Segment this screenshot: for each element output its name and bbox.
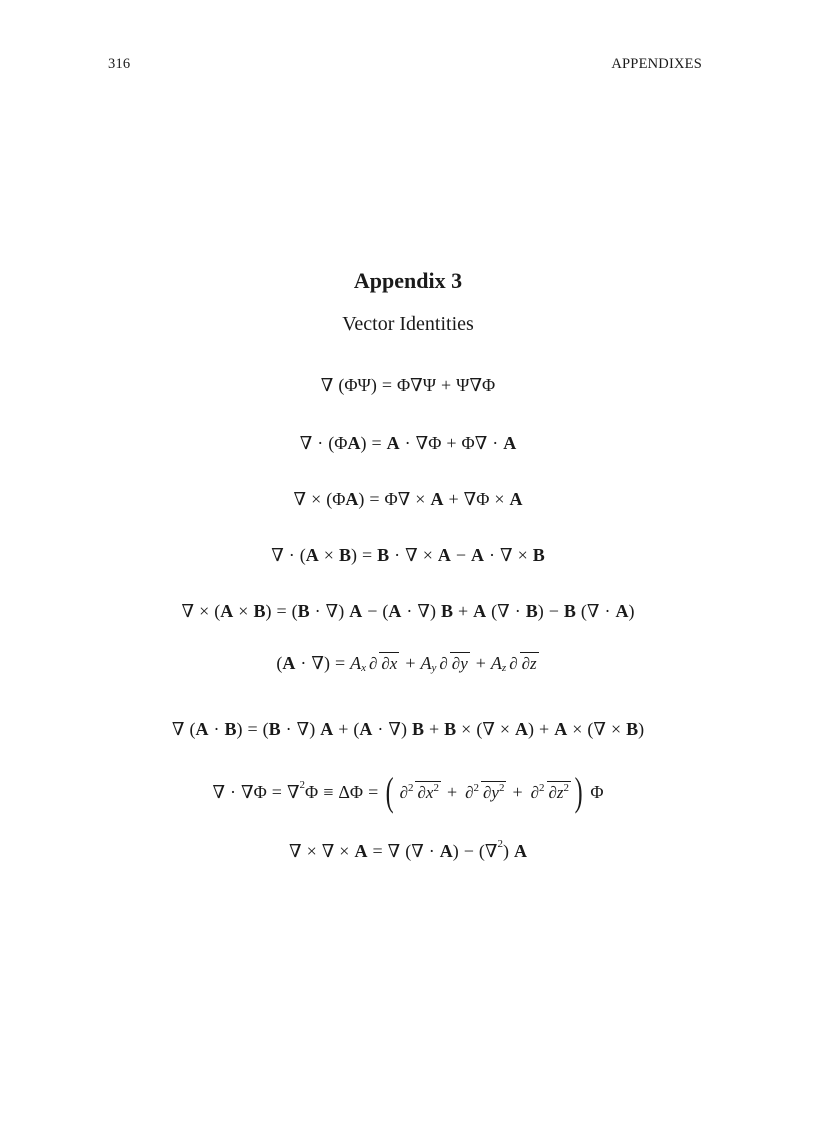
math-symbol: ∇ <box>288 841 302 861</box>
math-symbol: A <box>320 719 334 739</box>
math-symbol: ∇ <box>212 782 226 802</box>
math-symbol: ∂ <box>521 654 530 673</box>
math-symbol: = <box>276 601 287 621</box>
math-symbol: · <box>394 545 401 565</box>
math-symbol: ) <box>400 719 407 739</box>
math-symbol: · <box>428 841 435 861</box>
math-symbol: ) <box>350 545 357 565</box>
math-symbol: B <box>411 719 424 739</box>
math-symbol: × <box>422 545 433 565</box>
math-symbol: · <box>314 601 321 621</box>
math-symbol: ( <box>328 433 335 453</box>
math-symbol: ( <box>382 601 389 621</box>
math-symbol: B <box>532 545 545 565</box>
math-symbol: A <box>282 653 296 673</box>
math-symbol: ∇ <box>286 782 300 802</box>
math-symbol: × <box>517 545 528 565</box>
math-symbol: · <box>604 601 611 621</box>
running-head: APPENDIXES <box>611 56 702 72</box>
math-symbol: B <box>297 601 310 621</box>
math-symbol: ( <box>580 601 587 621</box>
math-symbol: ) <box>309 719 316 739</box>
math-symbol: Φ <box>332 489 346 509</box>
fraction <box>507 652 538 674</box>
fraction-numerator <box>398 784 416 803</box>
math-symbol: B <box>224 719 237 739</box>
fraction <box>398 781 441 803</box>
math-symbol: = <box>361 545 373 565</box>
math-symbol: A <box>305 545 319 565</box>
math-symbol: 2 <box>563 782 570 794</box>
math-symbol: ) <box>574 769 583 814</box>
math-symbol: ∇ <box>299 433 313 453</box>
appendix-title: Appendix 3 <box>353 268 463 293</box>
math-symbol: × <box>461 719 472 739</box>
math-symbol: ( <box>291 601 298 621</box>
math-symbol: ∇ <box>321 841 335 861</box>
fraction <box>437 652 469 674</box>
equation <box>0 720 816 738</box>
math-symbol: + <box>441 375 452 395</box>
math-symbol: B <box>626 719 639 739</box>
math-symbol: = <box>271 782 282 802</box>
math-symbol: × <box>415 489 426 509</box>
math-symbol: B <box>338 545 351 565</box>
math-symbol: ∂ <box>483 783 492 802</box>
math-symbol: Φ <box>253 782 267 802</box>
math-symbol: A <box>437 545 451 565</box>
math-symbol: × <box>499 719 511 739</box>
math-symbol: · <box>213 719 220 739</box>
math-symbol: 2 <box>539 782 545 794</box>
math-symbol: ) <box>503 841 509 861</box>
fraction-denominator <box>547 781 572 801</box>
math-symbol: Φ <box>305 782 319 802</box>
math-symbol: Ψ <box>456 375 470 395</box>
math-symbol: x <box>361 661 366 674</box>
math-symbol: B <box>268 719 281 739</box>
math-symbol: 2 <box>497 837 503 850</box>
math-symbol: ) <box>429 601 436 621</box>
math-symbol: ∇ <box>405 545 418 565</box>
math-symbol: · <box>406 601 413 621</box>
math-symbol: ) <box>265 601 272 621</box>
appendix-subtitle: Vector Identities <box>342 313 474 335</box>
math-symbol: B <box>444 719 457 739</box>
math-symbol: Φ <box>482 375 496 395</box>
math-symbol: ∇ <box>417 601 430 621</box>
math-symbol: Φ <box>428 433 442 453</box>
math-symbol: · <box>300 653 307 673</box>
math-symbol: × <box>311 489 322 509</box>
math-symbol: × <box>572 719 583 739</box>
equation <box>0 652 816 674</box>
math-symbol: ∇ <box>387 841 401 861</box>
fraction-numerator <box>507 655 519 674</box>
math-symbol: ∇ <box>500 545 513 565</box>
math-symbol: × <box>199 601 210 621</box>
math-symbol: ≡ <box>323 782 334 802</box>
fraction <box>367 652 399 674</box>
fraction-denominator <box>450 652 470 672</box>
math-symbol: ∇ <box>497 601 510 621</box>
math-symbol: y <box>491 783 499 802</box>
math-symbol: · <box>288 545 295 565</box>
math-symbol: ) <box>236 719 243 739</box>
math-symbol: ( <box>353 719 360 739</box>
math-symbol: = <box>372 841 383 861</box>
page-number: 316 <box>108 56 131 72</box>
math-symbol: + <box>539 719 550 739</box>
math-symbol: z <box>530 654 537 673</box>
math-symbol: · <box>377 719 384 739</box>
math-symbol: · <box>317 433 324 453</box>
math-symbol: ∇ <box>410 375 423 395</box>
math-symbol: ∂ <box>465 783 474 802</box>
equation <box>0 837 816 861</box>
math-symbol: ) <box>537 601 544 621</box>
math-symbol: z <box>501 661 507 674</box>
math-symbol: 2 <box>299 778 306 791</box>
math-symbol: ∇ <box>241 782 254 802</box>
math-symbol: y <box>431 661 437 674</box>
math-symbol: ∇ <box>181 601 195 621</box>
fraction-denominator <box>415 781 440 801</box>
math-symbol: ∇ <box>474 433 488 453</box>
math-symbol: + <box>512 782 523 802</box>
math-symbol: ( <box>338 375 345 395</box>
math-symbol: − <box>463 841 474 861</box>
math-symbol: ( <box>587 719 594 739</box>
math-symbol: Φ <box>349 782 364 802</box>
equation <box>0 546 816 564</box>
fraction-denominator <box>520 652 539 672</box>
math-symbol: ) <box>628 601 635 621</box>
math-symbol: A <box>345 489 359 509</box>
math-symbol: ( <box>299 545 306 565</box>
math-symbol: × <box>238 601 249 621</box>
math-symbol: A <box>359 719 373 739</box>
math-symbol: + <box>446 433 457 453</box>
fraction-numerator <box>437 655 449 674</box>
math-symbol: × <box>323 545 334 565</box>
math-symbol: ) <box>370 375 377 395</box>
math-symbol: B <box>253 601 266 621</box>
math-symbol: · <box>230 782 237 802</box>
math-symbol: ∂ <box>381 654 390 673</box>
math-symbol: ) <box>358 489 365 509</box>
math-symbol: ∂ <box>509 654 518 673</box>
math-symbol: A <box>430 489 444 509</box>
math-symbol: A <box>439 841 453 861</box>
math-symbol: A <box>220 601 234 621</box>
math-symbol: ∇ <box>593 719 606 739</box>
math-symbol: · <box>492 433 499 453</box>
math-symbol: Φ <box>461 433 475 453</box>
math-symbol: A <box>349 601 363 621</box>
math-symbol: Φ <box>590 782 604 802</box>
math-symbol: ∂ <box>368 654 378 673</box>
math-symbol: ) <box>338 601 345 621</box>
math-symbol: ( <box>214 601 221 621</box>
math-symbol: A <box>473 601 487 621</box>
math-symbol: ( <box>326 489 333 509</box>
math-symbol: ( <box>385 769 394 814</box>
math-symbol: 2 <box>498 782 505 794</box>
fraction <box>529 781 571 803</box>
math-symbol: Φ <box>344 375 358 395</box>
math-symbol: ( <box>476 719 483 739</box>
math-symbol: + <box>446 782 458 802</box>
math-symbol: z <box>556 783 564 802</box>
math-symbol: A <box>347 433 361 453</box>
math-symbol: ( <box>262 719 269 739</box>
math-symbol: Φ <box>384 489 398 509</box>
math-symbol: B <box>525 601 538 621</box>
math-symbol: ) <box>452 841 459 861</box>
math-symbol: ∂ <box>530 783 540 802</box>
math-symbol: A <box>386 433 400 453</box>
math-symbol: A <box>615 601 629 621</box>
math-symbol: ∇ <box>171 719 185 739</box>
equation <box>0 434 816 452</box>
math-symbol: − <box>367 601 378 621</box>
math-symbol: Δ <box>338 782 350 802</box>
math-symbol: x <box>389 654 398 673</box>
math-symbol: ( <box>276 653 283 673</box>
fraction-denominator <box>379 652 399 672</box>
math-symbol: A <box>509 489 523 509</box>
math-symbol: ∂ <box>417 783 426 802</box>
equation <box>0 602 816 620</box>
math-symbol: ∇ <box>411 841 424 861</box>
math-symbol: A <box>515 719 529 739</box>
math-symbol: ( <box>189 719 196 739</box>
math-symbol: A <box>350 653 362 673</box>
math-symbol: A <box>490 653 502 673</box>
math-symbol: ∇ <box>325 601 339 621</box>
math-symbol: ∇ <box>296 719 310 739</box>
math-symbol: ∇ <box>397 489 411 509</box>
math-symbol: ∇ <box>463 489 477 509</box>
equation <box>0 376 816 394</box>
math-symbol: + <box>448 489 459 509</box>
math-symbol: = <box>247 719 258 739</box>
math-symbol: ( <box>491 601 498 621</box>
math-symbol: A <box>514 841 527 861</box>
math-symbol: × <box>494 489 505 509</box>
math-symbol: ∇ <box>271 545 284 565</box>
math-symbol: ( <box>478 841 485 861</box>
math-symbol: × <box>339 841 350 861</box>
math-symbol: 2 <box>407 782 414 794</box>
math-symbol: + <box>338 719 349 739</box>
math-symbol: B <box>563 601 576 621</box>
math-symbol: B <box>440 601 453 621</box>
math-symbol: Φ <box>476 489 490 509</box>
math-symbol: ) <box>360 433 367 453</box>
math-symbol: A <box>420 653 432 673</box>
equation <box>0 769 816 814</box>
math-symbol: 2 <box>473 782 479 794</box>
math-symbol: = <box>369 489 380 509</box>
math-symbol: + <box>475 653 486 673</box>
math-symbol: ∇ <box>586 601 600 621</box>
math-symbol: ∂ <box>548 783 557 802</box>
math-symbol: + <box>428 719 440 739</box>
math-symbol: ) <box>528 719 535 739</box>
equation <box>0 490 816 508</box>
math-symbol: × <box>610 719 622 739</box>
math-symbol: 2 <box>433 782 439 794</box>
math-symbol: · <box>514 601 521 621</box>
math-symbol: · <box>285 719 292 739</box>
math-symbol: Φ <box>396 375 411 395</box>
math-symbol: ) <box>638 719 645 739</box>
math-symbol: − <box>548 601 559 621</box>
math-symbol: + <box>405 653 416 673</box>
math-symbol: · <box>404 433 411 453</box>
fraction-numerator <box>529 784 547 803</box>
math-symbol: − <box>455 545 467 565</box>
math-symbol: ∇ <box>311 653 324 673</box>
math-symbol: B <box>377 545 390 565</box>
math-symbol: ( <box>405 841 412 861</box>
math-symbol: ∂ <box>451 654 461 673</box>
math-symbol: x <box>425 783 434 802</box>
math-symbol: A <box>471 545 485 565</box>
math-symbol: ∇ <box>415 433 429 453</box>
math-symbol: ∇ <box>293 489 307 509</box>
math-symbol: Φ <box>334 433 348 453</box>
math-symbol: ∇ <box>388 719 401 739</box>
math-symbol: = <box>371 433 382 453</box>
math-symbol: A <box>503 433 517 453</box>
math-symbol: ∂ <box>399 783 408 802</box>
math-symbol: + <box>457 601 469 621</box>
math-symbol: ∇ <box>469 375 483 395</box>
fraction-denominator <box>481 781 506 801</box>
math-symbol: = <box>381 375 392 395</box>
math-symbol: = <box>334 653 346 673</box>
math-symbol: Ψ <box>357 375 371 395</box>
math-symbol: ∇ <box>484 841 498 861</box>
math-symbol: A <box>354 841 368 861</box>
math-symbol: ) <box>323 653 330 673</box>
math-symbol: ∂ <box>439 654 448 673</box>
fraction <box>463 781 506 803</box>
fraction-numerator <box>463 784 481 803</box>
math-symbol: A <box>554 719 568 739</box>
math-symbol: ∇ <box>482 719 495 739</box>
math-symbol: ∇ <box>320 375 334 395</box>
math-symbol: A <box>388 601 402 621</box>
math-symbol: · <box>489 545 496 565</box>
math-symbol: = <box>368 782 379 802</box>
math-symbol: Ψ <box>422 375 437 395</box>
fraction-numerator <box>367 655 379 674</box>
math-symbol: y <box>460 654 468 673</box>
math-symbol: A <box>195 719 209 739</box>
math-symbol: × <box>306 841 317 861</box>
